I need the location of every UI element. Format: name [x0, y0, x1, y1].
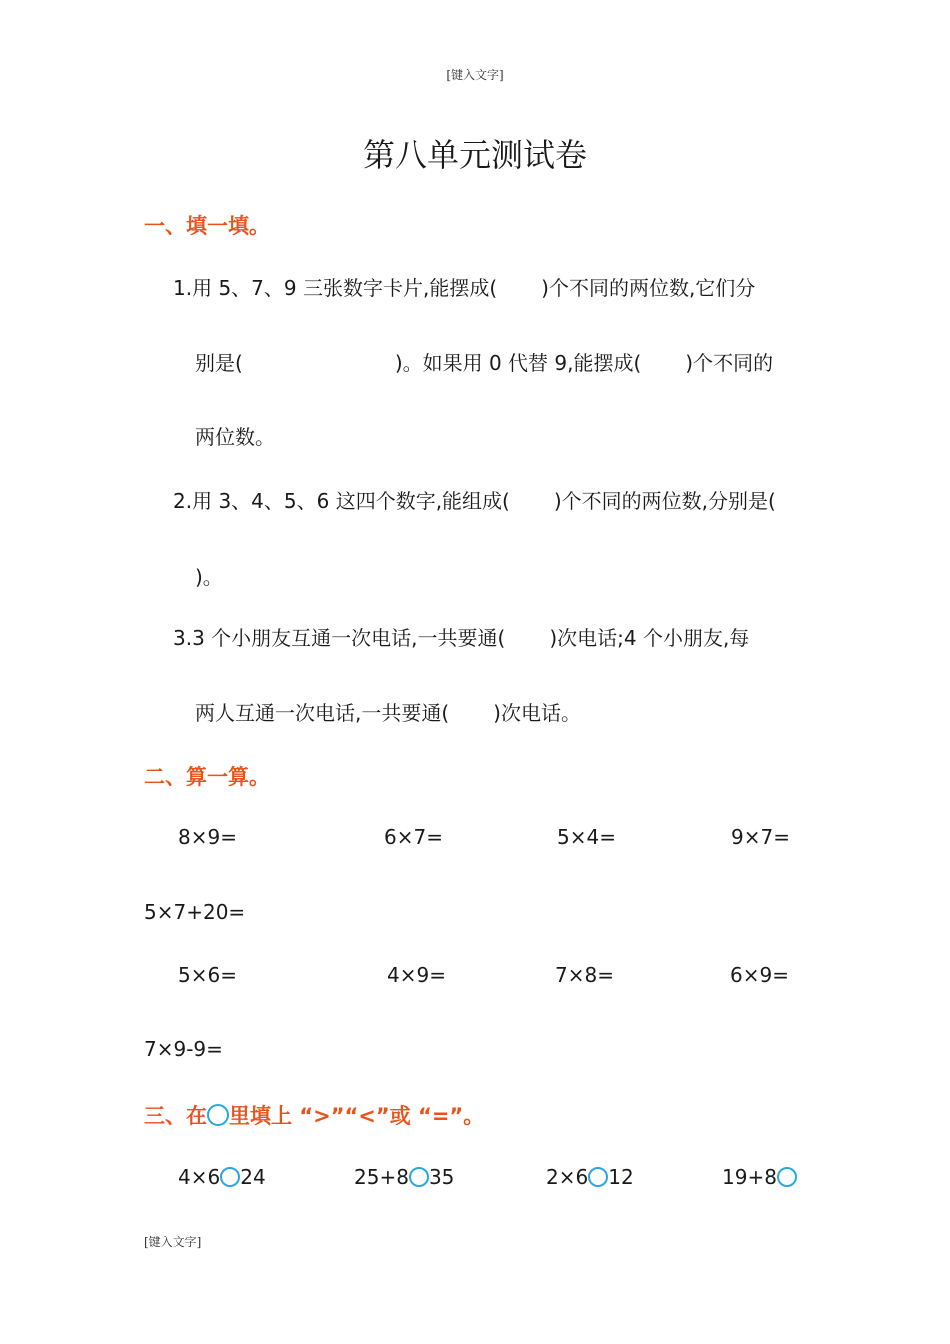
calc-item: 5×7+20= — [144, 900, 246, 924]
q2-line1-text-b: )个不同的两位数,分别是( — [553, 489, 776, 513]
compare-circle-input[interactable] — [220, 1167, 240, 1187]
q1-line3: 两位数。 — [195, 425, 275, 449]
section-3-heading-a: 三、在 — [144, 1104, 207, 1128]
compare-item — [354, 1165, 454, 1189]
compare-circle-input[interactable] — [777, 1167, 797, 1187]
calc-item: 5×4= — [557, 825, 616, 849]
calc-item: 6×9= — [730, 963, 789, 987]
compare-left: 4×6 — [178, 1165, 221, 1189]
page-title: 第八单元测试卷 — [362, 136, 587, 174]
footer-placeholder: [键入文字] — [144, 1235, 202, 1249]
q3-line2-text-b: )次电话。 — [493, 701, 581, 725]
q2-line2: )。 — [195, 565, 223, 589]
compare-right: 12 — [608, 1165, 634, 1189]
compare-left: 25+8 — [354, 1165, 409, 1189]
compare-item — [546, 1165, 634, 1189]
calc-item: 7×9-9= — [144, 1037, 223, 1061]
q1-line1-text-a: 1.用 5、7、9 三张数字卡片,能摆成( — [173, 276, 498, 300]
q1-line2 — [195, 347, 773, 376]
calc-item: 5×6= — [178, 963, 237, 987]
compare-circle-input[interactable] — [409, 1167, 429, 1187]
section-1-heading: 一、填一填。 — [144, 214, 270, 238]
compare-left: 2×6 — [546, 1165, 589, 1189]
compare-item — [178, 1165, 266, 1189]
q1-line1-text-b: )个不同的两位数,它们分 — [541, 276, 756, 300]
compare-right: 35 — [428, 1165, 455, 1189]
calc-item: 6×7= — [384, 825, 443, 849]
q3-line1-text-a: 3.3 个小朋友互通一次电话,一共要通( — [173, 626, 506, 650]
q3-line2 — [195, 697, 581, 726]
answer-circle-icon — [207, 1104, 229, 1126]
calc-item: 7×8= — [555, 963, 614, 987]
q2-line1-text-a: 2.用 3、4、5、6 这四个数字,能组成( — [173, 489, 510, 513]
calc-item: 8×9= — [178, 825, 237, 849]
section-3-heading — [144, 1100, 484, 1130]
q3-line2-text-a: 两人互通一次电话,一共要通( — [195, 701, 450, 725]
compare-item — [722, 1165, 797, 1189]
section-2-heading: 二、算一算。 — [144, 765, 270, 789]
compare-right: 24 — [240, 1165, 266, 1189]
calc-item: 4×9= — [387, 963, 446, 987]
compare-circle-input[interactable] — [588, 1167, 608, 1187]
q1-line2-text-c: )个不同的 — [685, 351, 774, 375]
section-3-heading-b: 里填上 “>”“<”或 “=”。 — [229, 1104, 485, 1128]
calc-item: 9×7= — [731, 825, 790, 849]
q3-line1 — [173, 622, 749, 651]
header-placeholder: [键入文字] — [446, 68, 504, 82]
q1-line1 — [173, 272, 755, 301]
q2-line1 — [173, 485, 776, 514]
q1-line2-text-b: )。如果用 0 代替 9,能摆成( — [394, 351, 642, 375]
q3-line1-text-b: )次电话;4 个小朋友,每 — [549, 626, 750, 650]
compare-left: 19+8 — [722, 1165, 777, 1189]
q1-line2-text-a: 别是( — [195, 351, 243, 375]
